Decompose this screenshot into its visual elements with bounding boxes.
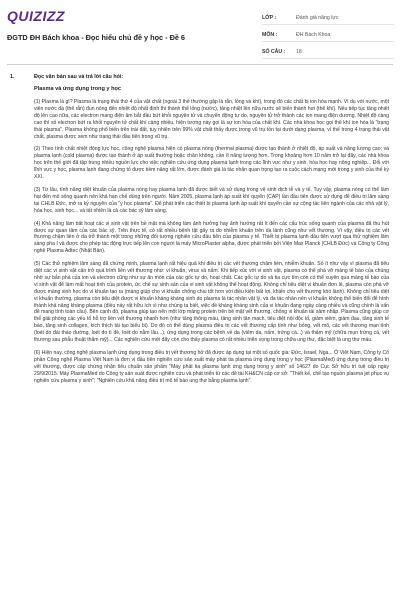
passage-paragraph: (4) Khả năng làm bất hoạt các vi sinh vật trên bề mặt mà không làm ảnh hưởng hay ảnh hưởng rất ít đến các cấu trúc sống quanh của plasma đã thu hút được sự quan tâm của các bác sỹ. Trên thực tế, có rất nhiều bệnh tật gây ra do nhiễm khuẩn trên da lành cũng như vết thương. Vì vậy, điều trị các vết thương chậm liền ở da trở thành một trong những đối tượng nghiên cứu đầu tiên của plasma y tế. Thiết bị plasma lạnh đầu tiên vượt qua thử nghiệm lâm sàng pha I và được cho phép tác động trực tiếp lên con người là máy MicroPlaster alpha, được phát triển bởi Viện Max Planck (CHLB Đức) và Công ty Công nghệ Plasma Adtec (Nhật Bản). bbox=[34, 220, 389, 255]
quizizz-logo: QUIZIZZ bbox=[7, 8, 65, 24]
passage-paragraph: (1) Plasma là gì? Plasma là trạng thái thứ 4 của vật chất (ngoài 3 thể thường gặp là rắn, lỏng và khí), trong đó các chất bị ion hóa mạnh. Ví dụ với nước, một viên nước đá (thể rắn) đun nóng đến nhiệt độ nhất định thì thành thể lỏng (nước), tăng nhiệt lên nữa nước sẽ biến thành hơi (thể khí). Nếu tiếp tục tăng nhiệt độ lên cao nữa, các electron mang điện âm bắt đầu bứt khỏi nguyên tử và chuyển động tự do, nguyên tử trở thành các ion mang điện dương. Nhiệt độ càng cao thì số electron bứt ra khỏi nguyên tử chất khí càng nhiều, hiện tượng này gọi là sự ion hóa của chất khí. Các nhà khoa học gọi thể khí ion hóa là "trạng thái plasma". Plasma không phổ biến trên trái đất, tuy nhiên trên 99% vật chất thấy được trong vũ trụ tồn tại dưới dạng plasma, vì thế trong 4 trạng thái vật chất, plasma được xem như trạng thái đầu tiên trong vũ trụ. bbox=[34, 99, 389, 140]
meta-label: LỚP : bbox=[262, 15, 277, 21]
meta-row-question-count bbox=[262, 46, 394, 59]
meta-value: Đánh giá năng lực bbox=[296, 15, 339, 21]
question-instruction: Đọc văn bản sau và trả lời câu hỏi: bbox=[34, 74, 124, 80]
meta-label: MÔN : bbox=[262, 32, 278, 38]
meta-row-subject bbox=[262, 29, 394, 42]
passage-title: Plasma và ứng dụng trong y học bbox=[34, 86, 122, 92]
passage-paragraph: (6) Hiện nay, công nghệ plasma lạnh ứng dụng trong điều trị vết thương hở đã được áp dụng tại một số quốc gia: Đức, Israel, Nga... Ở Việt Nam, Công ty Cổ phần Công nghệ Plasma Việt Nam là đơn vị đầu tiên nghiên cứu sản xuất máy phát tia plasma ứng dụng trong y học (PlasmaMed) ứng dụng trong điều trị vết thương, được cấp chứng nhận tiêu chuẩn sản phẩm "Máy phát tia plasma lạnh ứng dụng trong y sinh" số 14627 do Cục Sở hữu trí tuệ cấp ngày 29/9/2015. Máy PlasmaMed do Công ty sản xuất được nghiên cứu và phát triển từ các đề tài KH&CN cấp cơ sở: "Thiết kế, chế tạo nguồn plasma jet phục vụ nghiên cứu plasma y sinh"; "Nghiên cứu khả năng điều trị mô tế bào ung thư bằng plasma lạnh". bbox=[34, 350, 389, 384]
meta-value: 18 bbox=[296, 49, 302, 55]
passage-paragraph: (3) Từ lâu, tính năng diệt khuẩn của plasma nóng hay plasma lạnh đã được biết và sử dụng trong vệ sinh dịch tễ và y tế. Tuy vậy, plasma nóng có thể làm hại đến mô sống quanh nên khả hạn chế dùng trên người. Năm 2005, plasma lạnh áp suất khí quyển (CAP) lần đầu tiên được sử dụng để điều trị lâm sàng tại CHLB Đức, mở ra kỷ nguyên của "y học plasma". Để phát triển các thiết bị plasma lạnh áp suất khí quyển cần sự cộng tác liên ngành của các nhà vật lý, hóa học, sinh học... và tất nhiên là cả các bác sỹ lâm sàng. bbox=[34, 186, 389, 214]
question-number: 1. bbox=[10, 74, 15, 80]
meta-value: ĐH Bách Khoa bbox=[296, 32, 331, 38]
header-divider bbox=[7, 64, 393, 65]
question-body bbox=[34, 72, 389, 391]
question-content bbox=[10, 72, 393, 391]
meta-label: SỐ CÂU : bbox=[262, 49, 286, 55]
meta-table bbox=[262, 12, 394, 63]
question-row bbox=[10, 72, 393, 391]
document-title: ĐGTD ĐH Bách khoa - Đọc hiểu chủ đề y học - Đề 6 bbox=[7, 33, 185, 42]
passage-paragraph: (2) Theo tính chất nhiệt động lực học, công nghệ plasma hiện có plasma nóng (thermal plasma) được tạo thành ở nhiệt độ, áp suất và năng lượng cao; và plasma lạnh (cold plasma) được tạo thành ở áp suất thường hoặc chân không, cần ít năng lượng hơn. Trong khoảng hơn 10 năm trở lại đây, các nhà khoa học trên thế giới đã tập trung nhiều nguồn lực cho việc nghiên cứu ứng dụng plasma lạnh trong các lĩnh vực như y sinh, hóa học hay nông nghiệp... Đối với lĩnh vực y học, plasma lạnh đang chứng tỏ được tiềm năng rất lớn, được đánh giá là tác nhân quan trọng tạo ra cuộc cách mạng mới trong y sinh của thế kỷ XXI. bbox=[34, 146, 389, 181]
passage-paragraph: (5) Các thử nghiệm lâm sàng đã chứng minh, plasma lạnh rất hiệu quả khi điều trị các vết thương chậm liền, nhiễm khuẩn. Số ít như vậy vì plasma đã tiêu diệt các vi sinh vật cản trở quá trình liền vết thương như: vi khuẩn, virus và nấm. Khi tiếp xúc với vi sinh vật, plasma có thể phá vỡ màng tế bào của chúng nhờ sự bắn phá của ion và electron cũng như sự ăn mòn của các gốc tự do, hoạt chất. Các gốc tự do và tia cực tím còn có thể xuyên qua màng tế bào của vi sinh vật để làm mất hoạt tính của protein, ức chế sự sinh sản của vi sinh vật không thể hoạt động. Không chỉ tiêu diệt vi khuẩn đơn lẻ, plasma còn phá vỡ được màng sinh học do vi khuẩn tạo ra (màng giúp cho vi khuẩn chống chịu tốt hơn với điều kiện bất lợi, khiến cho vết thương khó lành). Không chỉ tiêu diệt vi khuẩn thường, plasma còn tiêu diệt được vi khuẩn kháng kháng sinh do plasma là tác nhân vật lý, và đa tác nhân nên vi khuẩn không thể biến đổi để hình thành khả năng kháng plasma (điều này rất hữu ích vì như chúng ta biết, việc đề kháng kháng sinh của vi khuẩn đang ngày càng nhiều và cũng chính là vấn đề mang tính toàn cầu). Bên cạnh đó, plasma giúp tạo nên một lớp màng protein trên bề mặt vết thương, chống vi khuẩn tái xâm nhập. Plasma cũng giúp cơ thể giải phóng các yếu tố hỗ trợ liền vết thương nhanh hơn (như tăng thông máu, tăng sinh tân mạch, tiêu diệt nội độc tố, giảm viêm, giảm đau, tăng sinh tế bào, tăng sinh collagen, kích thích tái tạo biểu bì). Do đó có thể dùng plasma điều trị các vết thương cấp tính như bỏng, vết mổ, các vết thương mạn tính (loét do đái tháo đường, loét do tì đè, loét do nằm lâu...), ứng dụng trong các bệnh về da (viêm da, nấm, trứng cá...) và thẩm mỹ (chữa mụn trứng cá, vết thương sau phẫu thuật thẩm mỹ)... Các nghiên cứu mới đây còn cho thấy plasma có rất nhiều triển vọng trong chữa ung thư, đặc biệt là ung thư máu. bbox=[34, 261, 389, 344]
document-header bbox=[0, 0, 400, 66]
meta-row-class bbox=[262, 12, 394, 25]
